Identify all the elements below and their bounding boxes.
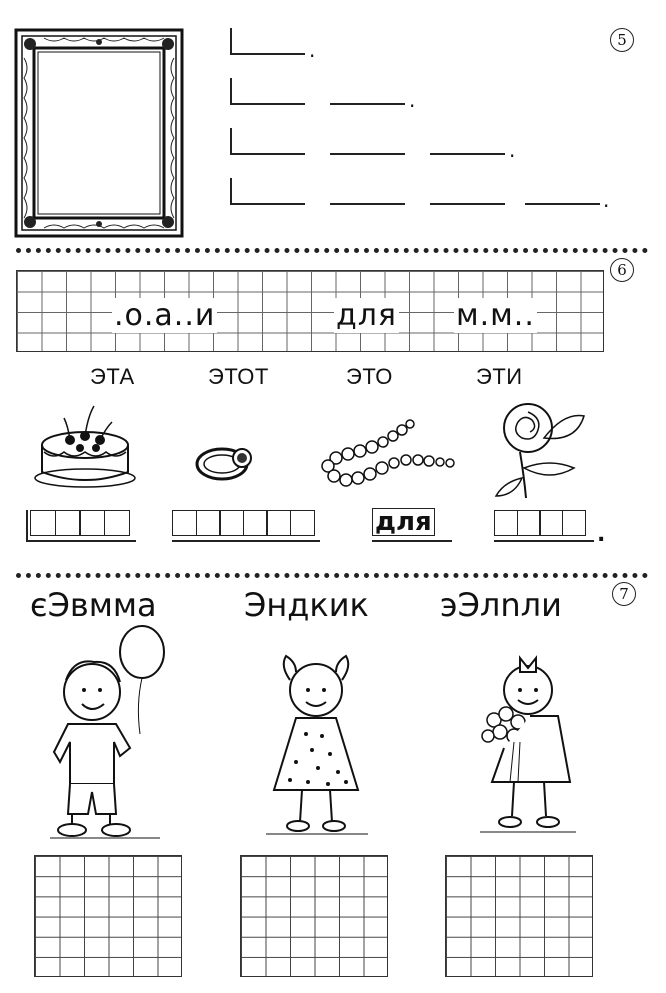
ring-icon — [194, 432, 264, 487]
scrambled-name: Эндкик — [244, 586, 369, 624]
exercise-number-5: 5 — [610, 28, 634, 52]
word-line — [430, 203, 505, 205]
letter-cells[interactable] — [494, 510, 584, 536]
word-line — [525, 203, 600, 205]
sentence-part: для — [336, 298, 397, 333]
word-line — [330, 103, 405, 105]
word-label: ЭТО — [346, 364, 393, 389]
word-line — [230, 53, 305, 55]
section-separator — [16, 248, 648, 253]
girl-with-flowers-icon — [470, 652, 580, 842]
word-label: ЭТОТ — [208, 364, 269, 389]
boy-with-balloon-icon — [50, 624, 170, 844]
cake-icon — [30, 400, 140, 490]
word-line — [430, 153, 505, 155]
word-line — [330, 203, 405, 205]
writing-grid[interactable] — [445, 855, 593, 977]
exercise-number-6: 6 — [610, 258, 634, 282]
section-separator — [16, 573, 648, 578]
word-label: ЭТА — [90, 364, 135, 389]
letter-cells[interactable] — [30, 510, 128, 536]
writing-grid[interactable] — [240, 855, 388, 977]
exercise-number-7: 7 — [612, 582, 636, 606]
picture-frame-icon — [14, 28, 184, 238]
beads-icon — [318, 418, 463, 488]
scrambled-name: эЭлnли — [440, 586, 562, 624]
sentence-part: м.м.. — [456, 298, 535, 333]
sentence-part: .о.а..и — [114, 298, 216, 333]
word-dlya: для — [372, 508, 435, 536]
word-line — [330, 153, 405, 155]
word-line — [230, 103, 305, 105]
word-line — [230, 203, 305, 205]
rose-icon — [490, 398, 590, 503]
word-label: ЭТИ — [476, 364, 523, 389]
girl-in-dress-icon — [262, 650, 372, 840]
writing-grid[interactable] — [34, 855, 182, 977]
word-line — [230, 153, 305, 155]
letter-cells[interactable] — [172, 510, 313, 536]
scrambled-name: єЭвмма — [30, 586, 157, 624]
